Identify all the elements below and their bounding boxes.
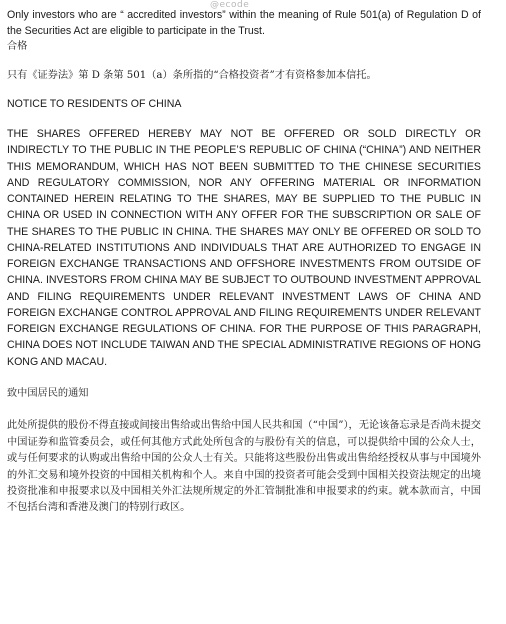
- accredited-investors-paragraph: Only investors who are “ accredited investors” within the meaning of Rule 501(a) of Regulation D of the Securities Act are eligible to participate in the Trust.: [7, 9, 481, 38]
- document-page: [7, 7, 481, 517]
- qualified-term-zh: 合格: [7, 41, 28, 53]
- notice-title-zh: 致中国居民的通知: [7, 387, 89, 399]
- notice-title: NOTICE TO RESIDENTS OF CHINA: [7, 98, 182, 111]
- accredited-investors-paragraph-zh: 只有《证券法》第 D 条第 501（a）条所指的“合格投资者”才有资格参加本信托。: [7, 69, 377, 81]
- watermark: @ecode: [210, 0, 250, 10]
- notice-body-zh: 此处所提供的股份不得直接或间接出售给或出售给中国人民共和国（“中国”），无论该备忘录是否尚未提交中国证券和监管委员会，或任何其他方式此处所包含的与股份有关的信息，可以提供给中国的公众人士，或与任何要求的认购或出售给中国的公众人士有关。只能将这些股份出售或出售给经授权从事与中国境外的外汇交易和境外投资的中国相关机构和个人。来自中国的投资者可能会受到中国相关投资法规定的出境投资批准和申报要求以及中国相关外汇法规所规定的外汇管制批准和申报要求的约束。就本款而言，中国不包括台湾和香港及澳门的特别行政区。: [7, 420, 481, 514]
- notice-body: THE SHARES OFFERED HEREBY MAY NOT BE OFFERED OR SOLD DIRECTLY OR INDIRECTLY TO THE PUBLIC IN THE PEOPLE’S REPUBLIC OF CHINA (“CHINA”) AND NEITHER THIS MEMORANDUM, WHICH HAS NOT BEEN SUBMITTED TO THE CHINESE SECURITIES AND REGULATORY COMMISSION, NOR ANY OFFERING MATERIAL OR INFORMATION CONTAINED HEREIN RELATING TO THE SHARES, MAY BE SUPPLIED TO THE PUBLIC IN CHINA OR USED IN CONNECTION WITH ANY OFFER FOR THE SUBSCRIPTION OR SALE OF THE SHARES TO THE PUBLIC IN CHINA. THE SHARES MAY ONLY BE OFFERED OR SOLD TO CHINA-RELATED INSTITUTIONS AND INDIVIDUALS THAT ARE AUTHORIZED TO ENGAGE IN FOREIGN EXCHANGE TRANSACTIONS AND OFFSHORE INVESTMENTS FROM OUTSIDE OF CHINA. INVESTORS FROM CHINA MAY BE SUBJECT TO OUTBOUND INVESTMENT APPROVAL AND FILING REQUIREMENTS UNDER RELEVANT INVESTMENT LAWS OF CHINA AND FOREIGN EXCHANGE CONTROL APPROVAL AND FILING REQUIREMENTS UNDER RELEVANT FOREIGN EXCHANGE REGULATIONS OF CHINA. FOR THE PURPOSE OF THIS PARAGRAPH, CHINA DOES NOT INCLUDE TAIWAN AND THE SPECIAL ADMINISTRATIVE REGIONS OF HONG KONG AND MACAU.: [7, 128, 481, 368]
